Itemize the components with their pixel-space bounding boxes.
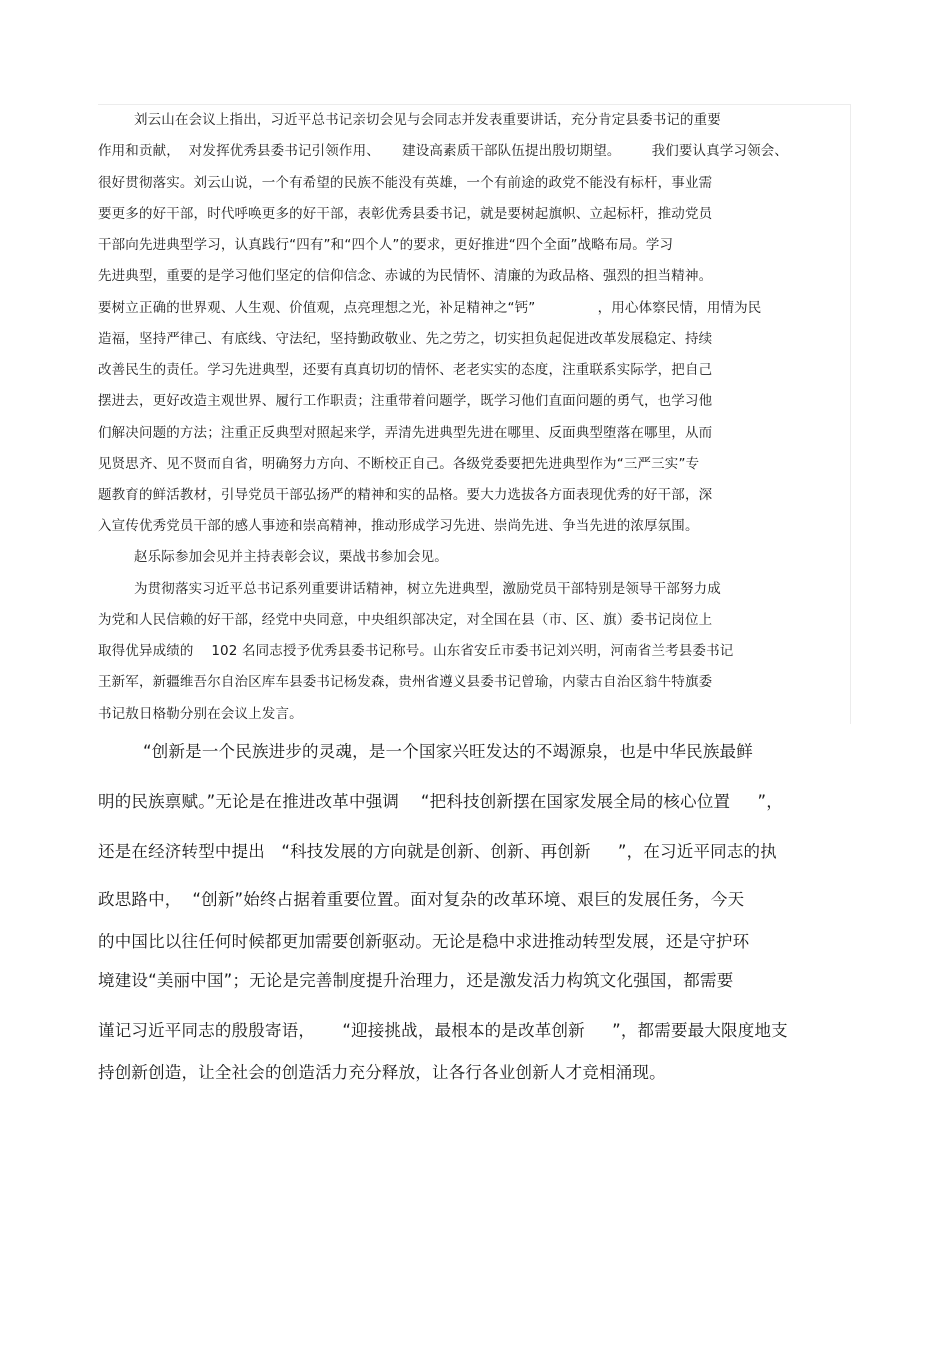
report-line-2: 作用和贡献， 对发挥优秀县委书记引领作用、 建设高素质干部队伍提出殷切期望。 我们要认真学习领会、 [98, 143, 789, 159]
report-line-6: 先进典型，重要的是学习他们坚定的信仰信念、赤诚的为民情怀、清廉的为政品格、强烈的担当精神。 [98, 268, 713, 284]
report-line-18: 取得优异成绩的 102 名同志授予优秀县委书记称号。山东省安丘市委书记刘兴明，河南省兰考县委书记 [98, 643, 734, 659]
report-line-13: 题教育的鲜活教材，引导党员干部弘扬严的精神和实的品格。要大力选拔各方面表现优秀的好干部，深 [98, 487, 713, 503]
report-line-12: 见贤思齐、见不贤而自省，明确努力方向、不断校正自己。各级党委要把先进典型作为“三严三实”专 [98, 456, 700, 472]
text-box-top-border [98, 104, 850, 105]
report-line-15: 赵乐际参加会见并主持表彰会议，栗战书参加会见。 [134, 549, 448, 565]
report-line-16: 为贯彻落实习近平总书记系列重要讲话精神，树立先进典型，激励党员干部特别是领导干部努力成 [134, 581, 721, 597]
commentary-line-5: 的中国比以往任何时候都更加需要创新驱动。无论是稳中求进推动转型发展，还是守护环 [98, 932, 750, 951]
report-line-9: 改善民生的责任。学习先进典型，还要有真真切切的情怀、老老实实的态度，注重联系实际学，把自己 [98, 362, 713, 378]
report-line-7: 要树立正确的世界观、人生观、价值观，点亮理想之光，补足精神之“钙” ，用心体察民情，用情为民 [98, 300, 762, 316]
commentary-line-7: 谨记习近平同志的殷殷寄语， “迎接挑战，最根本的是改革创新 ”，都需要最大限度地支 [98, 1021, 788, 1040]
report-line-19: 王新军，新疆维吾尔自治区库车县委书记杨发森，贵州省遵义县委书记曾瑜，内蒙古自治区翁牛特旗委 [98, 674, 713, 690]
report-line-10: 摆进去，更好改造主观世界、履行工作职责；注重带着问题学，既学习他们直面问题的勇气，也学习他 [98, 393, 713, 409]
commentary-line-6: 境建设“美丽中国”；无论是完善制度提升治理力，还是激发活力构筑文化强国，都需要 [98, 971, 734, 990]
report-line-14: 入宣传优秀党员干部的感人事迹和崇高精神，推动形成学习先进、崇尚先进、争当先进的浓厚氛围。 [98, 518, 699, 534]
report-line-3: 很好贯彻落实。刘云山说，一个有希望的民族不能没有英雄，一个有前途的政党不能没有标杆，事业需 [98, 175, 713, 191]
report-line-4: 要更多的好干部，时代呼唤更多的好干部，表彰优秀县委书记，就是要树起旗帜、立起标杆，推动党员 [98, 206, 713, 222]
commentary-line-2: 明的民族禀赋。”无论是在推进改革中强调 “把科技创新摆在国家发展全局的核心位置 ”， [98, 792, 783, 811]
report-line-17: 为党和人民信赖的好干部，经党中央同意，中央组织部决定，对全国在县（市、区、旗）委书记岗位上 [98, 612, 713, 628]
commentary-line-4: 政思路中， “创新”始终占据着重要位置。面对复杂的改革环境、艰巨的发展任务，今天 [98, 890, 745, 909]
commentary-line-1: “创新是一个民族进步的灵魂，是一个国家兴旺发达的不竭源泉，也是中华民族最鲜 [143, 742, 753, 761]
report-line-8: 造福，坚持严律己、有底线、守法纪，坚持勤政敬业、先之劳之，切实担负起促进改革发展稳定、持续 [98, 331, 713, 347]
report-line-11: 们解决问题的方法；注重正反典型对照起来学，弄清先进典型先进在哪里、反面典型堕落在哪里，从而 [98, 425, 713, 441]
text-box-right-border [850, 104, 851, 724]
commentary-line-8: 持创新创造，让全社会的创造活力充分释放，让各行各业创新人才竞相涌现。 [98, 1063, 666, 1082]
report-line-5: 干部向先进典型学习，认真践行“四有”和“四个人”的要求，更好推进“四个全面”战略布局。学习 [98, 237, 674, 253]
report-line-20: 书记敖日格勒分别在会议上发言。 [98, 706, 303, 722]
commentary-line-3: 还是在经济转型中提出 “科技发展的方向就是创新、创新、再创新 ”，在习近平同志的执 [98, 842, 777, 861]
report-line-1: 刘云山在会议上指出，习近平总书记亲切会见与会同志并发表重要讲话，充分肯定县委书记的重要 [134, 112, 721, 128]
